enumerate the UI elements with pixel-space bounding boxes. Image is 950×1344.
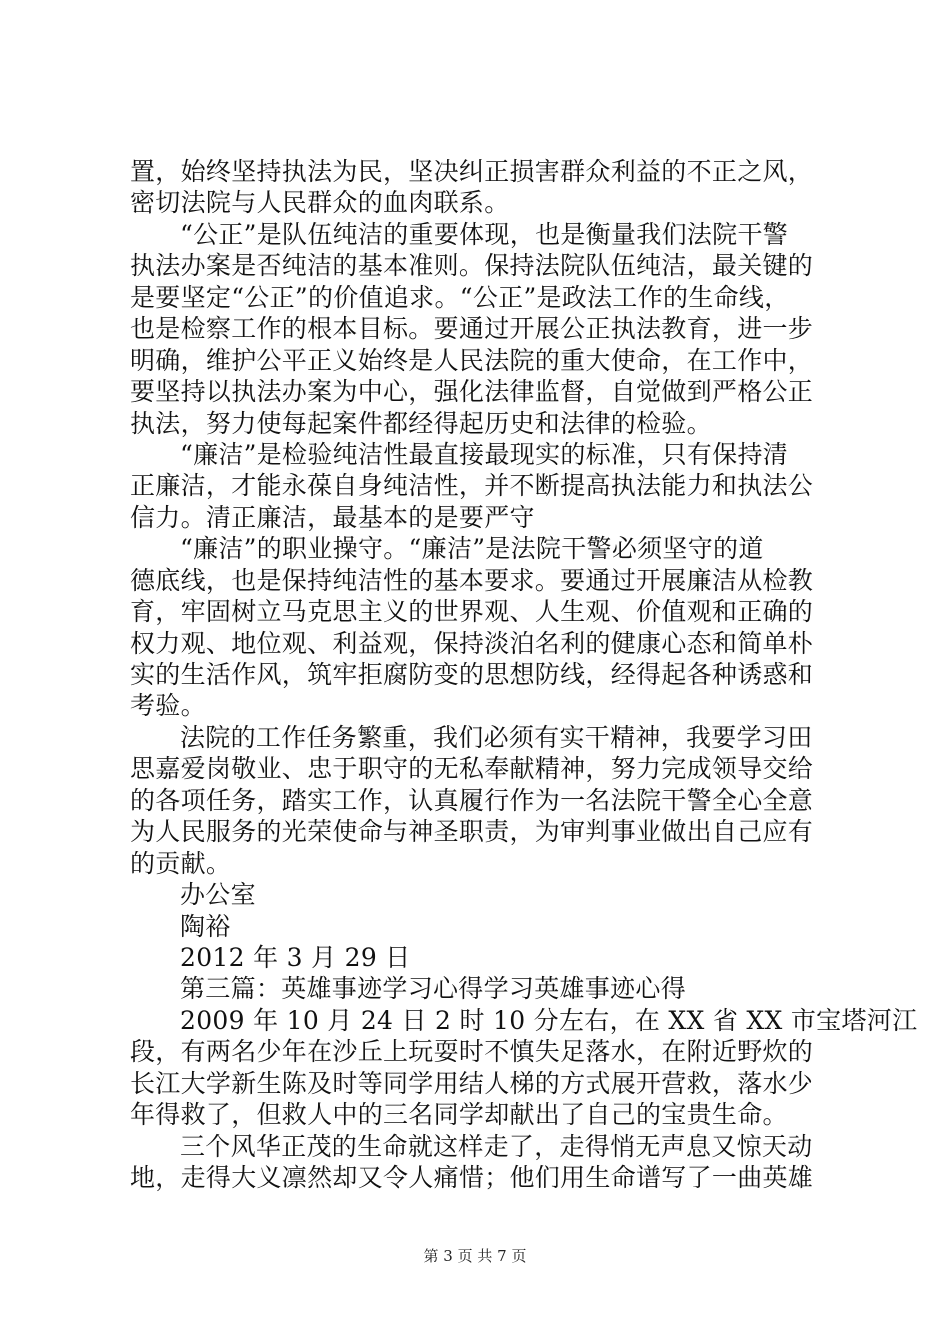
text-line: 的各项任务，踏实工作，认真履行作为一名法院干警全心全意: [130, 785, 814, 815]
text-line: 办公室: [180, 880, 256, 910]
text-line: 的贡献。: [130, 848, 232, 878]
text-line: 执法，努力使每起案件都经得起历史和法律的检验。: [130, 408, 712, 438]
text-line: 为人民服务的光荣使命与神圣职责，为审判事业做出自己应有: [130, 817, 814, 847]
text-line: 2009 年 10 月 24 日 2 时 10 分左右，在 XX 省 XX 市宝塔河江: [180, 1005, 918, 1035]
text-line: “廉洁”的职业操守。“廉洁”是法院干警必须坚守的道: [180, 534, 764, 564]
text-line: 权力观、地位观、利益观，保持淡泊名利的健康心态和简单朴: [130, 628, 814, 658]
text-line: 三个风华正茂的生命就这样走了，走得悄无声息又惊天动: [180, 1131, 813, 1161]
text-line: 德底线，也是保持纯洁性的基本要求。要通过开展廉洁从检教: [130, 565, 814, 595]
text-line: 明确，维护公平正义始终是人民法院的重大使命，在工作中，: [130, 345, 814, 375]
text-line: 执法办案是否纯洁的基本准则。保持法院队伍纯洁，最关键的: [130, 251, 814, 281]
text-line: “廉洁”是检验纯洁性最直接最现实的标准，只有保持清: [180, 439, 789, 469]
text-line: 法院的工作任务繁重，我们必须有实干精神，我要学习田: [180, 722, 813, 752]
text-line: 要坚持以执法办案为中心，强化法律监督，自觉做到严格公正: [130, 377, 814, 407]
text-line: “公正”是队伍纯洁的重要体现，也是衡量我们法院干警: [180, 219, 789, 249]
text-line: 思嘉爱岗敬业、忠于职守的无私奉献精神，努力完成领导交给: [130, 754, 814, 784]
document-body: [130, 156, 918, 1193]
text-line: 实的生活作风，筑牢拒腐防变的思想防线，经得起各种诱惑和: [130, 660, 814, 689]
text-line: 地，走得大义凛然却又令人痛惜；他们用生命谱写了一曲英雄: [130, 1163, 814, 1192]
text-line: 育，牢固树立马克思主义的世界观、人生观、价值观和正确的: [130, 597, 814, 627]
text-line: 正廉洁，才能永葆自身纯洁性，并不断提高执法能力和执法公: [130, 471, 814, 501]
text-line: 密切法院与人民群众的血肉联系。: [130, 188, 510, 218]
text-line: 置，始终坚持执法为民，坚决纠正损害群众利益的不正之风，: [130, 157, 814, 186]
text-line: 陶裕: [180, 911, 231, 941]
text-line: 长江大学新生陈及时等同学用结人梯的方式展开营救，落水少: [130, 1068, 814, 1098]
text-line: 信力。清正廉洁，最基本的是要严守: [130, 502, 535, 532]
page-number-footer: 第 3 页 共 7 页: [423, 1247, 527, 1265]
text-line: 段，有两名少年在沙丘上玩耍时不慎失足落水，在附近野炊的: [130, 1037, 814, 1067]
text-line: 2012 年 3 月 29 日: [180, 942, 411, 972]
text-line: 年得救了，但救人中的三名同学却献出了自己的宝贵生命。: [130, 1100, 788, 1130]
text-line: 第三篇：英雄事迹学习心得学习英雄事迹心得: [180, 974, 687, 1004]
text-line: 考验。: [130, 691, 206, 721]
text-line: 是要坚定“公正”的价值追求。“公正”是政法工作的生命线，: [130, 282, 790, 312]
text-line: 也是检察工作的根本目标。要通过开展公正执法教育，进一步: [130, 314, 814, 344]
